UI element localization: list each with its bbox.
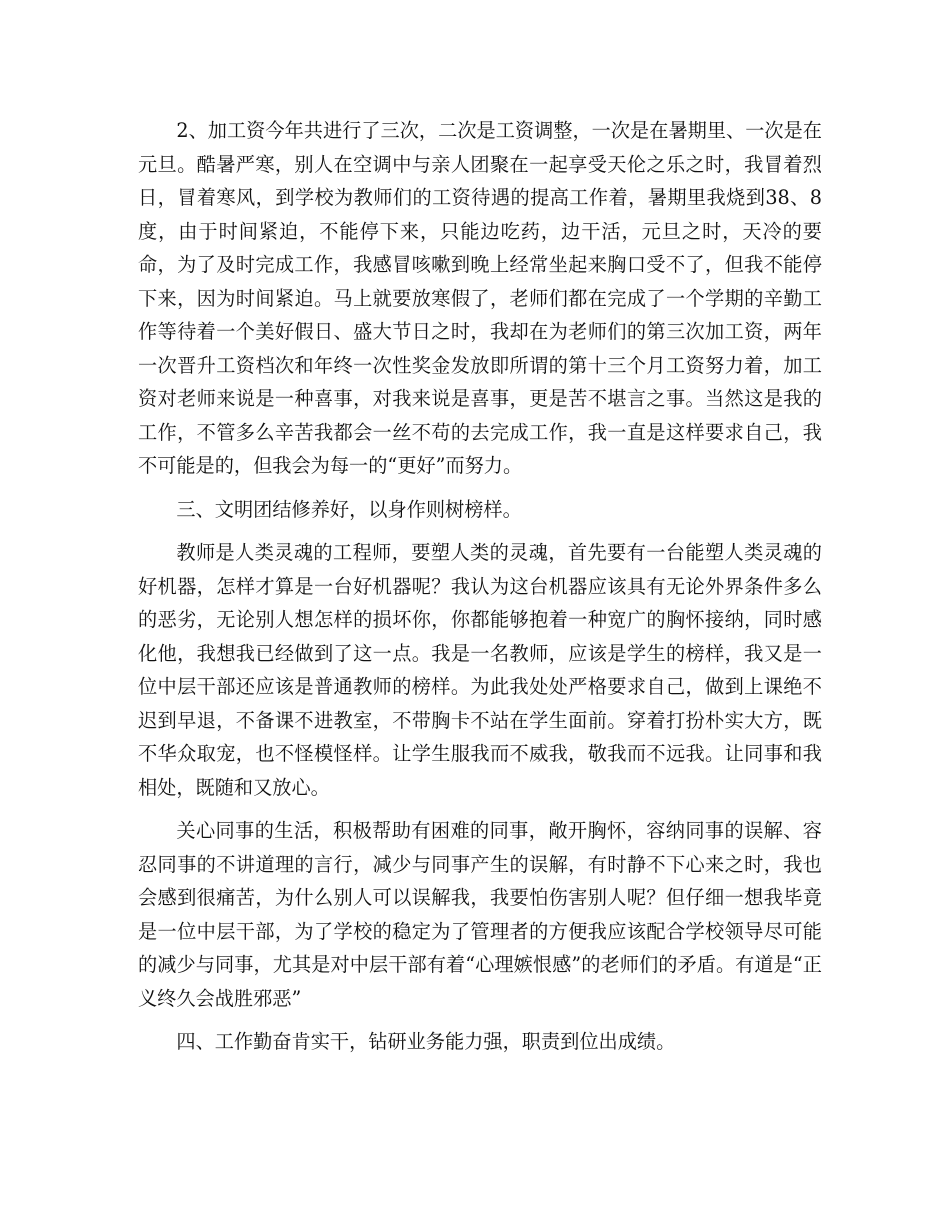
section-heading-civility: 三、文明团结修养好，以身作则树榜样。 [176, 497, 522, 521]
section-heading-diligence: 四、工作勤奋肯实干，钻研业务能力强，职责到位出成绩。 [176, 1030, 676, 1053]
paragraph-teacher-role-model: 教师是人类灵魂的工程师，要塑人类的灵魂，首先要有一台能塑人类灵魂的好机器，怎样才算是一台好机器呢？我认为这台机器应该具有无论外界条件多么的恶劣，无论别人想怎样的损坏你，你都能够抱着一种宽广的胸怀接纳，同时感化他，我想我已经做到了这一点。我是一名教师，应该是学生的榜样，我又是一位中层干部还应该是普通教师的榜样。为此我处处严格要求自己，做到上课绝不迟到早退，不备课不进教室，不带胸卡不站在学生面前。穿着打扮朴实大方，既不华众取宠，也不怪模怪样。让学生服我而不威我，敬我而不远我。让同事和我相处，既随和又放心。 [138, 541, 822, 799]
document-body [138, 114, 822, 1069]
paragraph-caring-colleagues: 关心同事的生活，积极帮助有困难的同事，敞开胸怀，容纳同事的误解、容忍同事的不讲道理的言行，减少与同事产生的误解，有时静不下心来之时，我也会感到很痛苦，为什么别人可以误解我，我要怕伤害别人呢？但仔细一想我毕竟是一位中层干部，为了学校的稳定为了管理者的方便我应该配合学校领导尽可能的减少与同事，尤其是对中层干部有着“心理嫉恨感”的老师们的矛盾。有道是“正义终久会战胜邪恶” [138, 819, 822, 1010]
paragraph-salary-increase: 2、加工资今年共进行了三次，二次是工资调整，一次是在暑期里、一次是在元旦。酷暑严寒，别人在空调中与亲人团聚在一起享受天伦之乐之时，我冒着烈日，冒着寒风，到学校为教师们的工资待遇的提高工作着，暑期里我烧到38、8度，由于时间紧迫，不能停下来，只能边吃药，边干活，元旦之时，天冷的要命，为了及时完成工作，我感冒咳嗽到晚上经常坐起来胸口受不了，但我不能停下来，因为时间紧迫。马上就要放寒假了，老师们都在完成了一个学期的辛勤工作等待着一个美好假日、盛大节日之时，我却在为老师们的第三次加工资，两年一次晋升工资档次和年终一次性奖金发放即所谓的第十三个月工资努力着，加工资对老师来说是一种喜事，对我来说是喜事，更是苦不堪言之事。当然这是我的工作，不管多么辛苦我都会一丝不苟的去完成工作，我一直是这样要求自己，我不可能是的，但我会为每一的“更好”而努力。 [138, 119, 822, 477]
